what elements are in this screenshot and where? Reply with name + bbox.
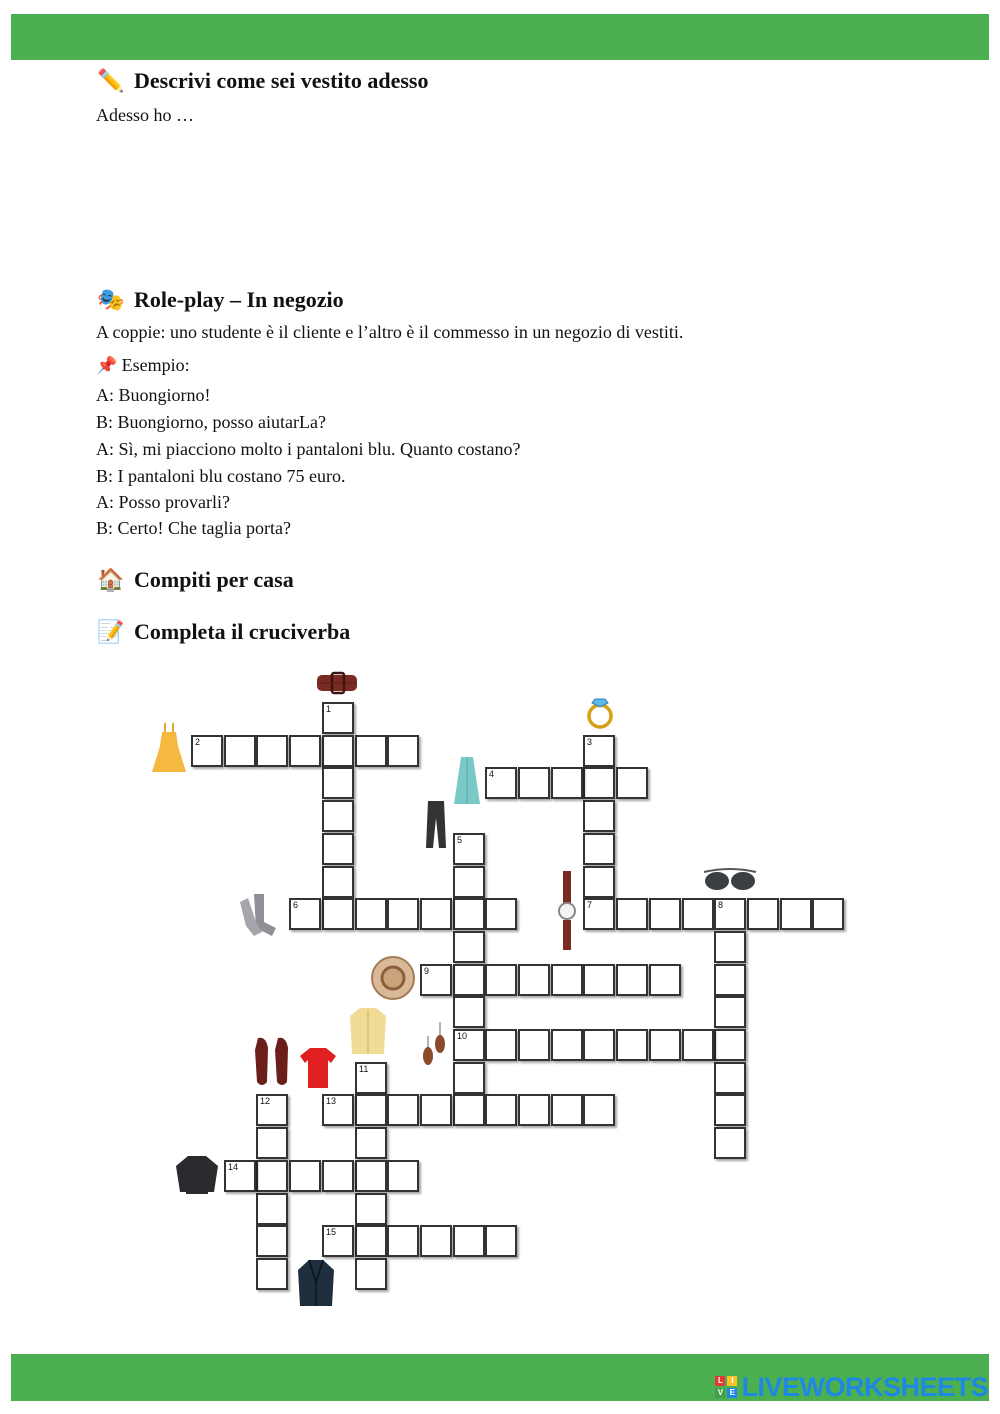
jacket-icon (296, 1258, 336, 1310)
crossword-cell[interactable] (256, 1160, 288, 1192)
crossword-cell[interactable] (387, 1225, 419, 1257)
sunglasses-icon (700, 866, 760, 894)
crossword-cell[interactable] (583, 1029, 615, 1061)
crossword-cell[interactable] (551, 767, 583, 799)
dress-icon (151, 722, 187, 774)
crossword-cell[interactable] (355, 1127, 387, 1159)
crossword-cell[interactable] (322, 702, 354, 734)
crossword-cell[interactable] (289, 735, 321, 767)
crossword-cell[interactable] (485, 964, 517, 996)
crossword-cell[interactable] (387, 898, 419, 930)
roleplay-heading (96, 287, 344, 313)
crossword-cell[interactable] (355, 1160, 387, 1192)
clue-number: 11 (359, 1064, 369, 1074)
crossword-cell[interactable] (224, 1160, 256, 1192)
liveworksheets-mark (715, 1376, 737, 1398)
dialogue-line: B: I pantaloni blu costano 75 euro. (96, 466, 346, 486)
crossword-cell[interactable] (355, 1062, 387, 1094)
clue-number: 10 (457, 1031, 468, 1041)
crossword-cell[interactable] (518, 1094, 550, 1126)
crossword-cell[interactable] (420, 1094, 452, 1126)
crossword-cell[interactable] (682, 1029, 714, 1061)
crossword-cell[interactable] (256, 735, 288, 767)
clue-number: 9 (424, 966, 430, 976)
crossword-cell[interactable] (485, 1225, 517, 1257)
dialogue-line: A: Sì, mi piacciono molto i pantaloni blu. Quanto costano? (96, 439, 521, 459)
crossword-cell[interactable] (485, 898, 517, 930)
watch-icon (558, 870, 576, 952)
crossword-cell[interactable] (420, 1225, 452, 1257)
crossword-cell[interactable] (714, 931, 746, 963)
clue-number: 13 (326, 1096, 337, 1106)
memo-icon: 📝 (97, 619, 125, 645)
crossword-cell[interactable] (616, 767, 648, 799)
crossword-cell[interactable] (551, 1094, 583, 1126)
clue-number: 1 (326, 704, 332, 714)
clue-number: 2 (195, 737, 201, 747)
describe-title: Descrivi come sei vestito adesso (134, 68, 429, 93)
crossword-cell[interactable] (583, 767, 615, 799)
top-banner (11, 14, 989, 60)
crossword-cell[interactable] (322, 1094, 354, 1126)
crossword-cell[interactable] (453, 931, 485, 963)
crossword-cell[interactable] (453, 866, 485, 898)
roleplay-intro: A coppie: uno studente è il cliente e l’altro è il commesso in un negozio di vestiti. (96, 322, 684, 342)
crossword-cell[interactable] (714, 1094, 746, 1126)
pushpin-icon: 📌 (96, 356, 118, 376)
crossword-cell[interactable] (714, 964, 746, 996)
crossword-cell[interactable] (616, 964, 648, 996)
crossword-cell[interactable] (322, 1225, 354, 1257)
crossword-cell[interactable] (322, 767, 354, 799)
crossword-cell[interactable] (453, 833, 485, 865)
describe-text: Adesso ho … (96, 105, 194, 125)
crossword-cell[interactable] (485, 767, 517, 799)
earrings-icon (418, 1020, 448, 1066)
clue-number: 6 (293, 900, 299, 910)
crossword-cell[interactable] (355, 898, 387, 930)
homework-heading (96, 567, 294, 593)
crossword-cell[interactable] (289, 1160, 321, 1192)
dialogue-line: B: Certo! Che taglia porta? (96, 518, 291, 538)
crossword-cell[interactable] (551, 1029, 583, 1061)
ring-icon (584, 693, 616, 731)
crossword-cell[interactable] (355, 1094, 387, 1126)
crossword-cell[interactable] (747, 898, 779, 930)
clue-number: 3 (587, 737, 593, 747)
crossword-cell[interactable] (583, 964, 615, 996)
theater-masks-icon: 🎭 (97, 287, 125, 313)
crossword-cell[interactable] (649, 964, 681, 996)
crossword-cell[interactable] (583, 866, 615, 898)
crossword-cell[interactable] (649, 898, 681, 930)
crossword-cell[interactable] (453, 1225, 485, 1257)
homework-title: Compiti per casa (134, 567, 294, 592)
crossword-cell[interactable] (714, 898, 746, 930)
crossword-cell[interactable] (453, 996, 485, 1028)
crossword-heading (96, 619, 350, 645)
crossword-cell[interactable] (616, 898, 648, 930)
belt-icon (316, 670, 358, 698)
socks-icon (232, 892, 282, 938)
crossword-cell[interactable] (518, 964, 550, 996)
crossword-cell[interactable] (256, 1193, 288, 1225)
crossword-cell[interactable] (256, 1258, 288, 1290)
crossword-cell[interactable] (453, 898, 485, 930)
clue-number: 5 (457, 835, 463, 845)
crossword-cell[interactable] (453, 964, 485, 996)
crossword-cell[interactable] (551, 964, 583, 996)
crossword-cell[interactable] (322, 1160, 354, 1192)
crossword-cell[interactable] (224, 735, 256, 767)
clue-number: 15 (326, 1227, 337, 1237)
crossword-cell[interactable] (322, 735, 354, 767)
crossword-cell[interactable] (583, 833, 615, 865)
mark-letter: E (727, 1388, 737, 1398)
crossword-cell[interactable] (518, 1029, 550, 1061)
mark-letter: I (727, 1376, 737, 1386)
crossword-cell[interactable] (583, 800, 615, 832)
crossword-cell[interactable] (583, 1094, 615, 1126)
crossword-cell[interactable] (322, 866, 354, 898)
crossword-cell[interactable] (714, 1127, 746, 1159)
crossword-cell[interactable] (649, 1029, 681, 1061)
skirt-icon (452, 756, 482, 806)
clue-number: 8 (718, 900, 724, 910)
crossword-cell[interactable] (583, 898, 615, 930)
crossword-cell[interactable] (420, 898, 452, 930)
crossword-cell[interactable] (453, 1094, 485, 1126)
crossword-cell[interactable] (420, 964, 452, 996)
mark-letter: L (715, 1376, 725, 1386)
clue-number: 7 (587, 900, 593, 910)
crossword-cell[interactable] (583, 735, 615, 767)
example-label: Esempio: (121, 355, 190, 375)
house-icon: 🏠 (97, 567, 125, 593)
crossword-cell[interactable] (191, 735, 223, 767)
crossword-cell[interactable] (355, 1258, 387, 1290)
crossword-cell[interactable] (387, 1094, 419, 1126)
crossword-cell[interactable] (780, 898, 812, 930)
shirt-icon (348, 1006, 388, 1056)
clue-number: 14 (228, 1162, 239, 1172)
example-label-line (96, 355, 190, 376)
crossword-cell[interactable] (387, 735, 419, 767)
crossword-cell[interactable] (256, 1127, 288, 1159)
crossword-cell[interactable] (453, 1029, 485, 1061)
liveworksheets-logo (715, 1373, 988, 1401)
crossword-cell[interactable] (453, 1062, 485, 1094)
liveworksheets-text: LIVEWORKSHEETS (741, 1372, 988, 1402)
trousers-icon (422, 800, 450, 850)
crossword-cell[interactable] (256, 1225, 288, 1257)
shoes-icon (252, 1036, 294, 1088)
crossword-cell[interactable] (616, 1029, 648, 1061)
crossword-title: Completa il cruciverba (134, 619, 351, 644)
crossword-cell[interactable] (289, 898, 321, 930)
crossword-cell[interactable] (355, 1225, 387, 1257)
crossword-cell[interactable] (322, 833, 354, 865)
crossword-cell[interactable] (355, 735, 387, 767)
crossword-cell[interactable] (322, 800, 354, 832)
crossword-cell[interactable] (485, 1094, 517, 1126)
mark-letter: V (715, 1388, 725, 1398)
crossword-cell[interactable] (256, 1094, 288, 1126)
crossword-cell[interactable] (322, 898, 354, 930)
hat-icon (370, 955, 416, 1001)
crossword-cell[interactable] (714, 996, 746, 1028)
crossword-cell[interactable] (682, 898, 714, 930)
tshirt-icon (298, 1046, 338, 1090)
dialogue-line: A: Posso provarli? (96, 492, 230, 512)
pencil-icon: ✏️ (97, 68, 125, 94)
clue-number: 12 (260, 1096, 271, 1106)
crossword-cell[interactable] (714, 1029, 746, 1061)
describe-heading (96, 68, 428, 94)
roleplay-title: Role-play – In negozio (134, 287, 344, 312)
crossword-cell[interactable] (812, 898, 844, 930)
sweater-icon (174, 1154, 220, 1196)
crossword-cell[interactable] (387, 1160, 419, 1192)
dialogue-line: B: Buongiorno, posso aiutarLa? (96, 412, 326, 432)
crossword-cell[interactable] (714, 1062, 746, 1094)
clue-number: 4 (489, 769, 495, 779)
crossword-cell[interactable] (518, 767, 550, 799)
crossword-cell[interactable] (355, 1193, 387, 1225)
crossword-cell[interactable] (485, 1029, 517, 1061)
dialogue-line: A: Buongiorno! (96, 385, 211, 405)
